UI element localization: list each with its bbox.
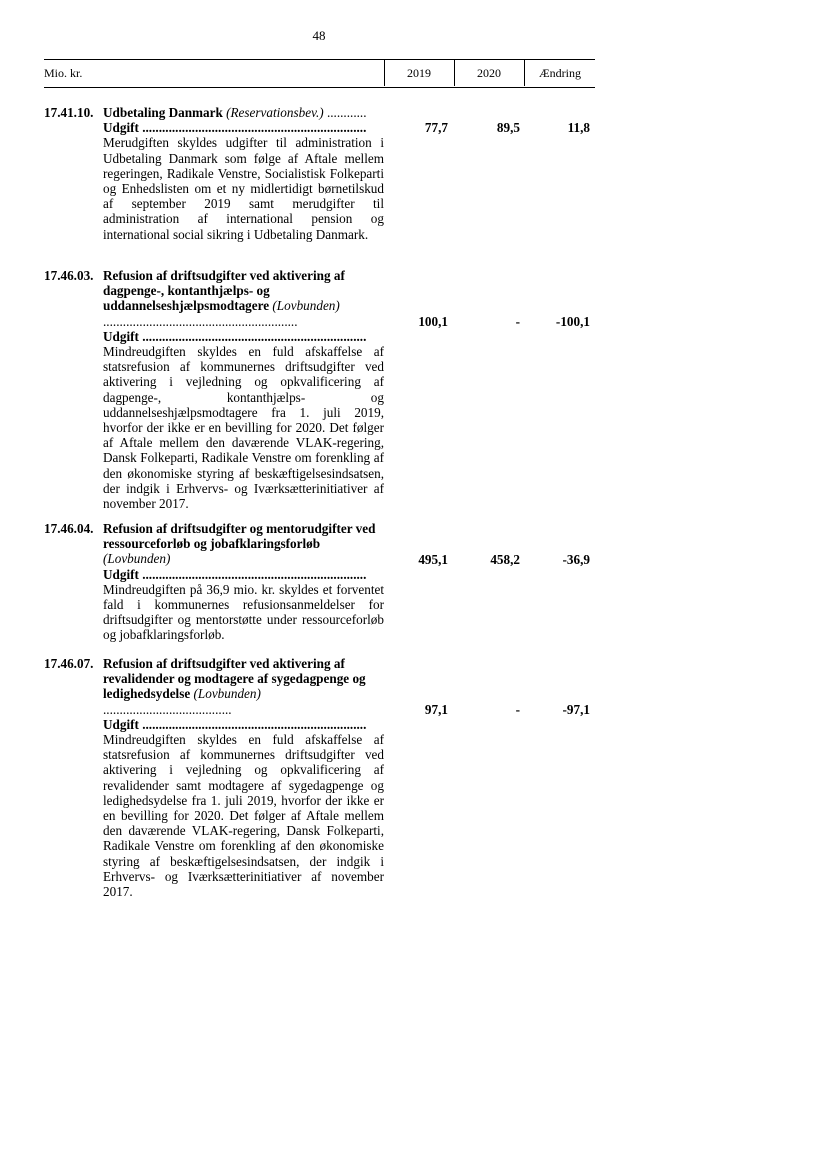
entry-body (103, 521, 384, 643)
entry-title (103, 521, 384, 567)
entry-title-text: Refusion af driftsudgifter ved aktivering af dagpenge-, kontanthjælps- og uddannelseshjælpsmodtagere (103, 268, 345, 314)
value-2019: 100,1 (418, 314, 448, 329)
page-number: 48 (312, 28, 326, 43)
entry-title-text: Refusion af driftsudgifter og mentorudgifter ved ressourceforløb og jobafklaringsforløb (103, 521, 376, 552)
entry-body (103, 268, 384, 511)
account-code: 17.46.07. (44, 656, 94, 671)
entry-title-text: Udbetaling Danmark (103, 105, 223, 120)
column-header-2019: 2019 (407, 66, 431, 80)
account-code: 17.41.10. (44, 105, 94, 120)
entry-subtitle: (Lovbunden) (272, 298, 340, 314)
value-change: -36,9 (562, 552, 590, 567)
entry-description: Mindreudgiften skyldes en fuld afskaffelse af statsrefusion af kommunernes driftsudgifter ved aktivering i vejledning og opkvalificering af dagpenge-, kontanthjælps- og uddannelseshjælpsmodtagere fra 1. juli 2019, hvorfor der ikke er en bevilling for 2020. Det følger af Aftale mellem den daværende VLAK-regering, Dansk Folkeparti, Radikale Venstre om forenkling af den økonomiske styring af beskæftigelsesindsatsen, der indgik i Erhvervs- og Iværksætterinitiativer af november 2017. (103, 344, 384, 512)
udgift-label: Udgift (103, 716, 139, 732)
value-2020: 458,2 (490, 552, 520, 567)
leader-dots: .................................................................... (138, 716, 367, 732)
entry-description: Mindreudgiften skyldes en fuld afskaffelse af statsrefusion af kommunernes driftsudgifter ved aktivering i vejledning og opkvalificering af revalidender samt modtagere af sygedagpenge og ledighedsydelse fra 1. juli 2019, hvorfor der ikke er en bevilling for 2020. Det følger af Aftale mellem den daværende VLAK-regering, Dansk Folkeparti, Radikale Venstre om forenkling af den økonomiske styring af beskæftigelsesindsatsen, der indgik i Erhvervs- og Iværksætterinitiativer af november 2017. (103, 732, 384, 900)
entry-title (103, 268, 384, 329)
leader-dots: ....................................... (103, 701, 232, 717)
udgift-line (103, 120, 384, 135)
leader-dots: ........................................................... (103, 313, 298, 329)
entry-description: Merudgiften skyldes udgifter til administration i Udbetaling Danmark som følge af Aftale mellem regeringen, Radikale Venstre, Socialistisk Folkeparti og Enhedslisten om et ny midlertidigt børnetilskud af september 2019 samt merudgifter til administration af international pension og international social sikring i Udbetaling Danmark. (103, 135, 384, 242)
entry-title-text: Refusion af driftsudgifter ved aktivering af revalidender og modtagere af sygedagpenge og ledighedsydelse (103, 656, 366, 702)
leader-dots: ............ (323, 105, 367, 120)
value-2019: 77,7 (424, 120, 448, 135)
value-change: -100,1 (555, 314, 590, 329)
entry-title (103, 656, 384, 717)
column-header-2020: 2020 (477, 66, 501, 80)
value-change: 11,8 (567, 120, 590, 135)
udgift-line (103, 567, 384, 582)
column-header-change: Ændring (539, 66, 581, 80)
value-change: -97,1 (562, 702, 590, 717)
leader-dots: .................................................................... (138, 120, 367, 136)
account-code: 17.46.03. (44, 268, 94, 283)
entry-body (103, 105, 384, 242)
value-2020: - (515, 702, 520, 717)
value-2020: 89,5 (496, 120, 520, 135)
udgift-label: Udgift (103, 328, 139, 344)
udgift-line (103, 717, 384, 732)
entry-subtitle: (Lovbunden) (103, 551, 171, 567)
account-code: 17.46.04. (44, 521, 94, 536)
udgift-label: Udgift (103, 566, 139, 582)
value-2020: - (515, 314, 520, 329)
entry-title (103, 105, 384, 120)
unit-label: Mio. kr. (44, 66, 83, 80)
entry-description: Mindreudgiften på 36,9 mio. kr. skyldes et forventet fald i kommunernes refusionsanmeldelser for driftsudgifter og mentorstøtte under ressourceforløb og jobafklaringsforløb. (103, 581, 384, 643)
entry-subtitle: (Reservationsbev.) (226, 105, 324, 120)
leader-dots: .................................................................... (138, 566, 367, 582)
udgift-label: Udgift (103, 120, 139, 136)
table-header (44, 59, 595, 88)
value-2019: 97,1 (424, 702, 448, 717)
value-2019: 495,1 (418, 552, 448, 567)
entry-body (103, 656, 384, 899)
leader-dots: .................................................................... (138, 328, 367, 344)
entry-subtitle: (Lovbunden) (193, 686, 261, 702)
udgift-line (103, 329, 384, 344)
